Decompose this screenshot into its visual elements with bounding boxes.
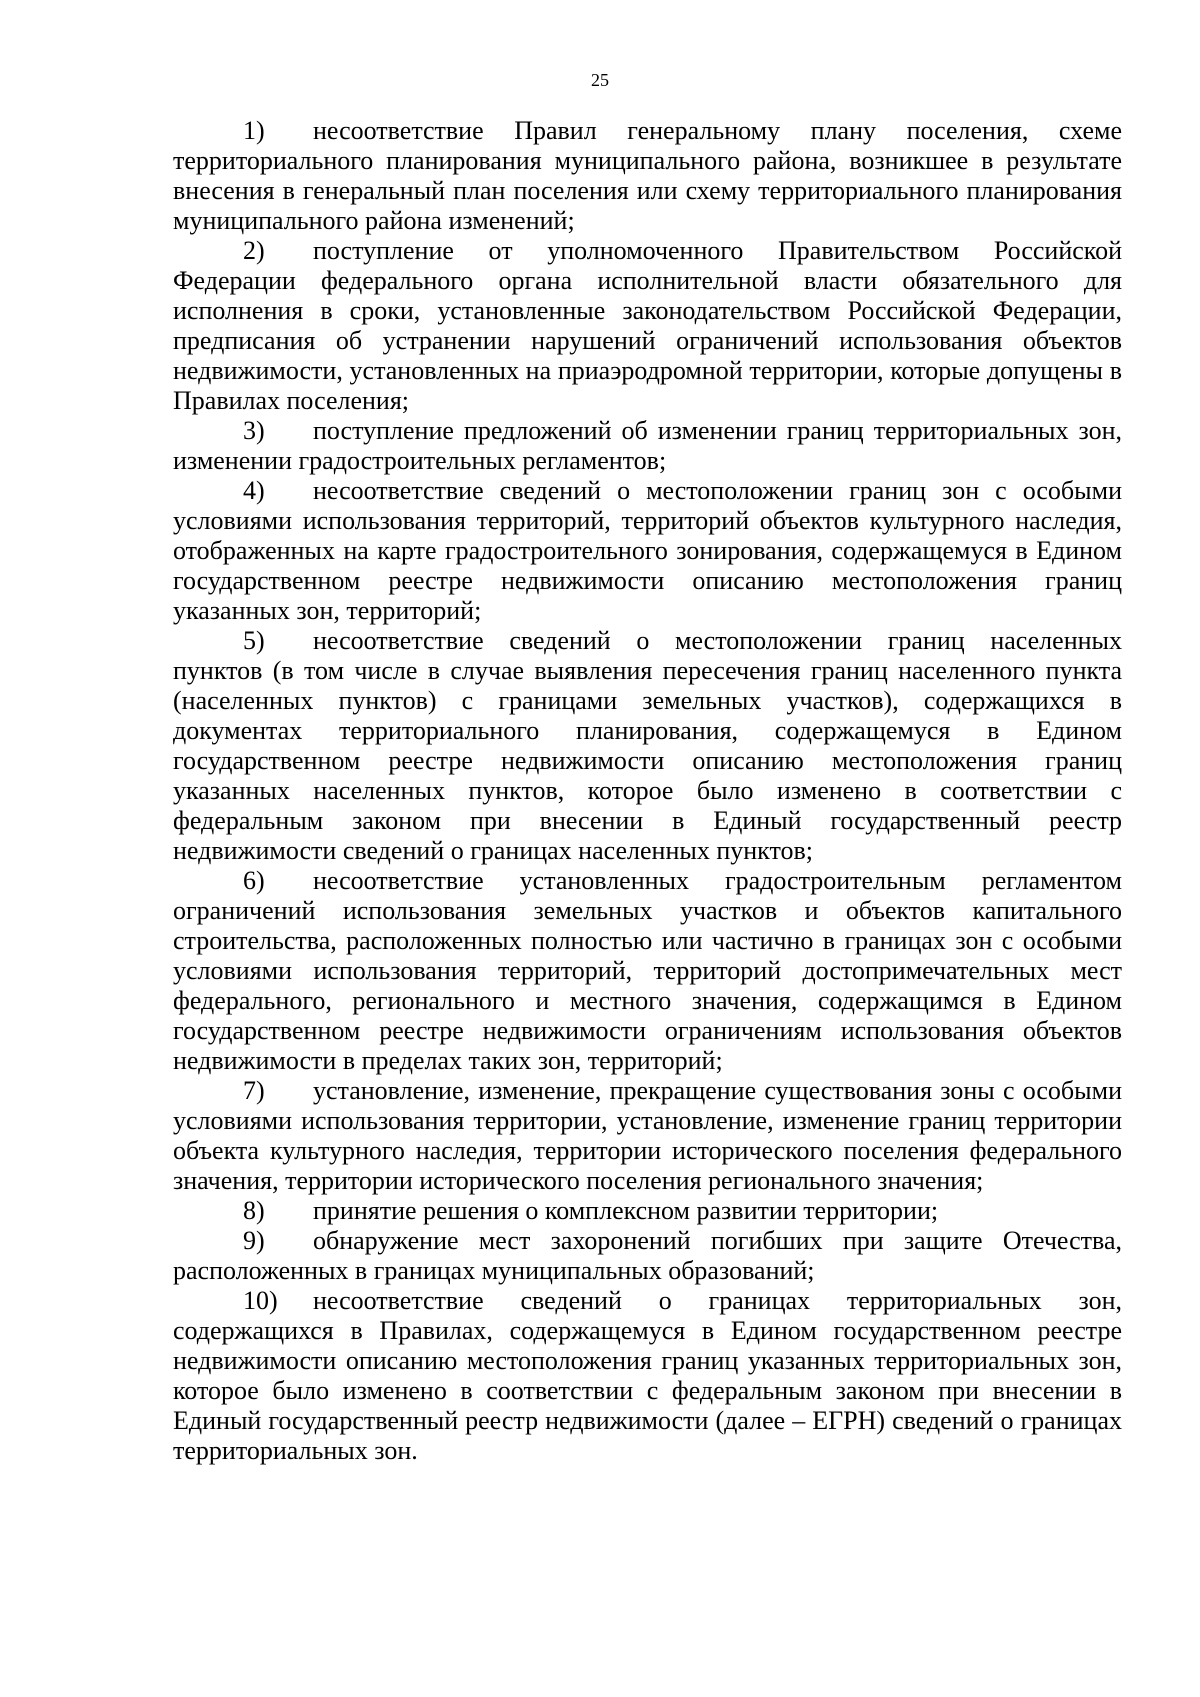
list-item bbox=[173, 626, 1122, 866]
list-item-text: несоответствие сведений о границах территориальных зон, содержащихся в Правилах, содержащемуся в Едином государственном реестре недвижимости описанию местоположения границ указанных территориальных зон, которое было изменено в соответствии с федеральным законом при внесении в Единый государственный реестр недвижимости (далее – ЕГРН) сведений о границах территориальных зон. bbox=[173, 1286, 1122, 1465]
list-item-text: несоответствие сведений о местоположении границ населенных пунктов (в том числе в случае выявления пересечения границ населенного пункта (населенных пунктов) с границами земельных участков), содержащихся в документах территориального планирования, содержащемуся в Едином государственном реестре недвижимости описанию местоположения границ указанных населенных пунктов, которое было изменено в соответствии с федеральным законом при внесении в Единый государственный реестр недвижимости сведений о границах населенных пунктов; bbox=[173, 626, 1122, 865]
list-item-text: принятие решения о комплексном развитии территории; bbox=[313, 1196, 939, 1225]
list-item-text: несоответствие сведений о местоположении границ зон с особыми условиями использования территорий, территорий объектов культурного наследия, отображенных на карте градостроительного зонирования, содержащемуся в Едином государственном реестре недвижимости описанию местоположения границ указанных зон, территорий; bbox=[173, 476, 1122, 625]
list-item-number: 8) bbox=[243, 1196, 265, 1225]
page-number: 25 bbox=[591, 70, 609, 90]
list-item bbox=[173, 236, 1122, 416]
list-item-number: 6) bbox=[243, 866, 265, 895]
list-item bbox=[173, 1076, 1122, 1196]
list-item-number: 7) bbox=[243, 1076, 265, 1105]
list-item bbox=[173, 1286, 1122, 1466]
list-item-text: несоответствие Правил генеральному плану поселения, схеме территориального планирования муниципального района, возникшее в результате внесения в генеральный план поселения или схему территориального планирования муниципального района изменений; bbox=[173, 116, 1122, 235]
list-item-number: 9) bbox=[243, 1226, 265, 1255]
list-item bbox=[173, 416, 1122, 476]
document-body bbox=[173, 116, 1122, 1466]
list-item-text: обнаружение мест захоронений погибших при защите Отечества, расположенных в границах муниципальных образований; bbox=[173, 1226, 1122, 1285]
list-item-number: 2) bbox=[243, 236, 265, 265]
list-item-text: несоответствие установленных градостроительным регламентом ограничений использования земельных участков и объектов капитального строительства, расположенных полностью или частично в границах зон с особыми условиями использования территорий, территорий достопримечательных мест федерального, регионального и местного значения, содержащимся в Едином государственном реестре недвижимости ограничениям использования объектов недвижимости в пределах таких зон, территорий; bbox=[173, 866, 1122, 1075]
list-item-text: поступление от уполномоченного Правительством Российской Федерации федерального органа исполнительной власти обязательного для исполнения в сроки, установленные законодательством Российской Федерации, предписания об устранении нарушений ограничений использования объектов недвижимости, установленных на приаэродромной территории, которые допущены в Правилах поселения; bbox=[173, 236, 1122, 415]
list-item-text: поступление предложений об изменении границ территориальных зон, изменении градостроительных регламентов; bbox=[173, 416, 1122, 475]
list-item bbox=[173, 1226, 1122, 1286]
list-item bbox=[173, 116, 1122, 236]
list-item-number: 10) bbox=[243, 1286, 278, 1315]
list-item-text: установление, изменение, прекращение существования зоны с особыми условиями использования территории, установление, изменение границ территории объекта культурного наследия, территории исторического поселения федерального значения, территории исторического поселения регионального значения; bbox=[173, 1076, 1122, 1195]
list-item bbox=[173, 866, 1122, 1076]
list-item-number: 3) bbox=[243, 416, 265, 445]
list-item-number: 1) bbox=[243, 116, 265, 145]
list-item-number: 4) bbox=[243, 476, 265, 505]
list-item bbox=[173, 476, 1122, 626]
list-item-number: 5) bbox=[243, 626, 265, 655]
list-item bbox=[173, 1196, 1122, 1226]
